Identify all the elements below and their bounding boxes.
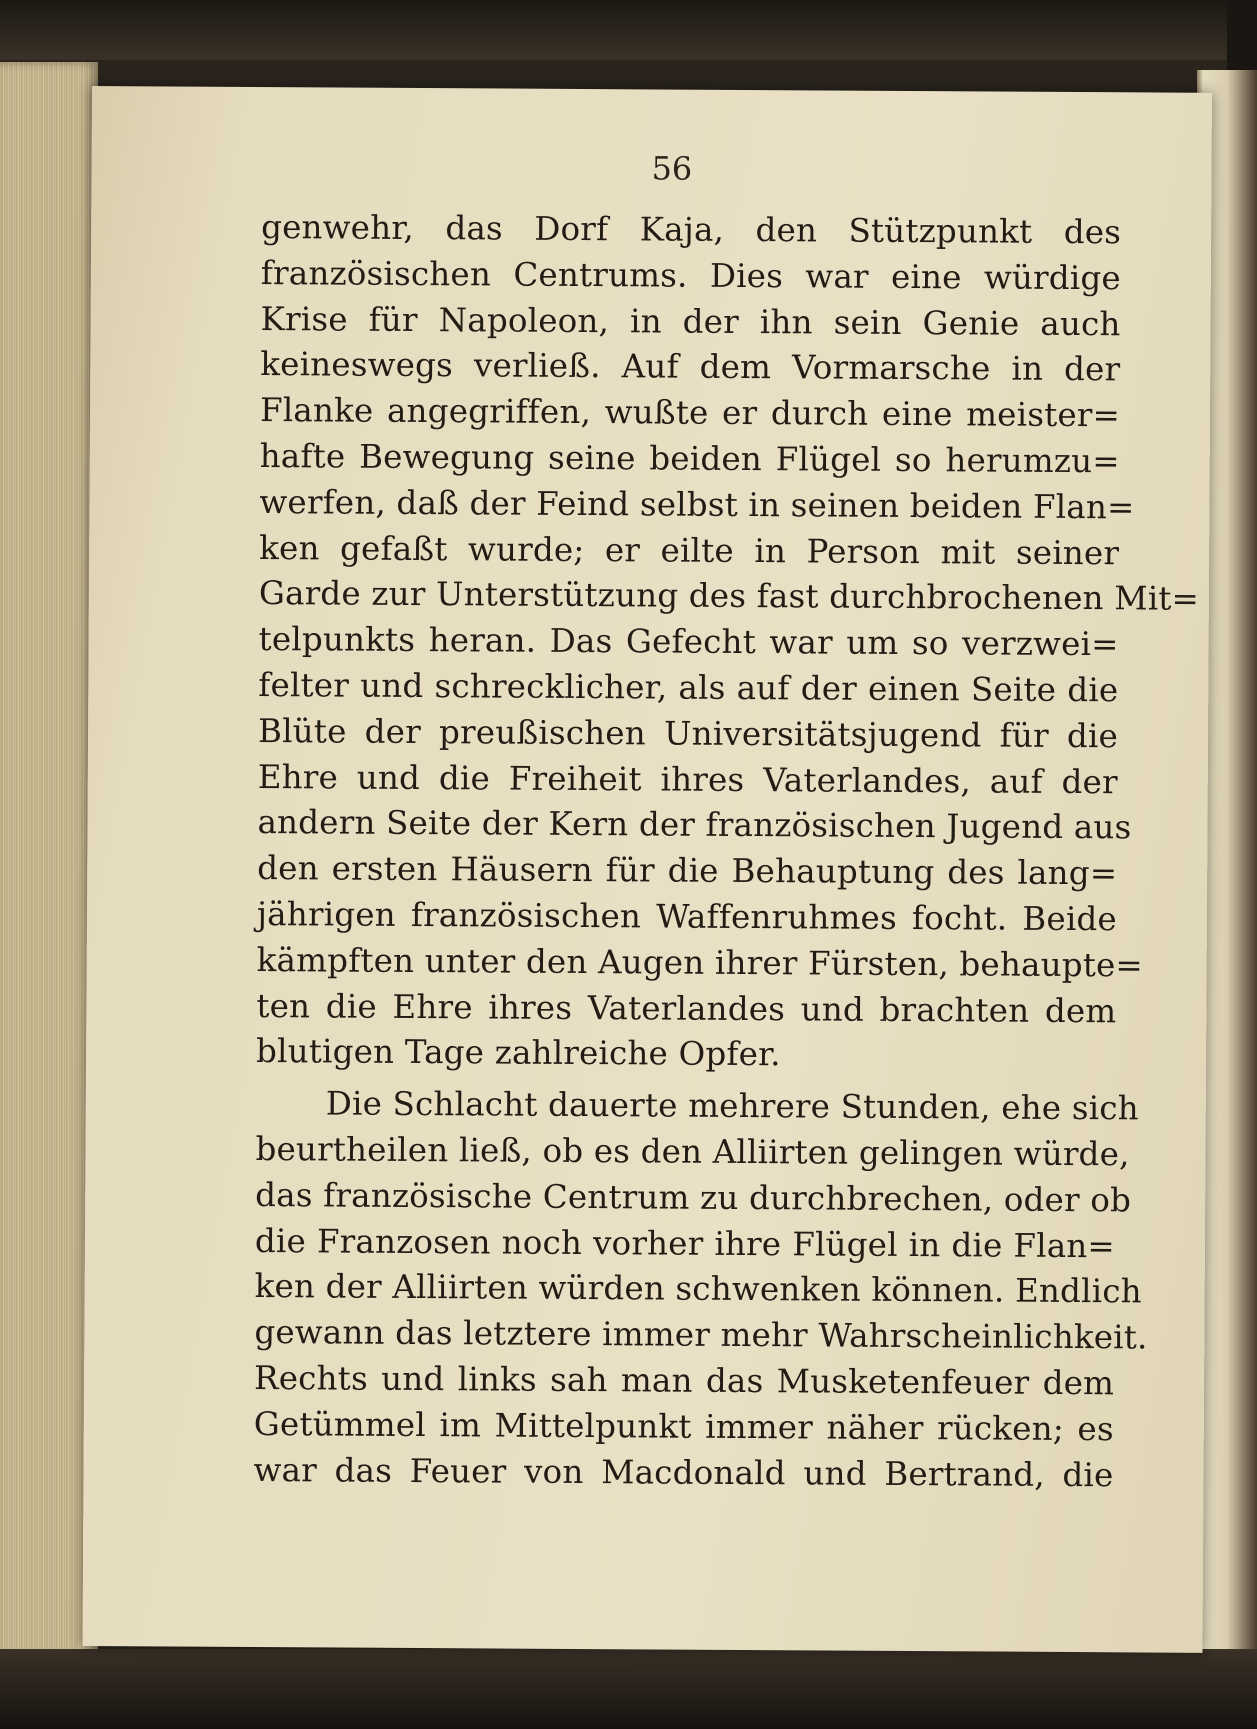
text-line: hafte Bewegung seine beiden Flügel so herumzu= xyxy=(259,437,1120,481)
text-line: Getümmel im Mittelpunkt immer näher rücken; es xyxy=(253,1404,1114,1448)
text-line: Rechts und links sah man das Musketenfeuer dem xyxy=(253,1358,1115,1403)
text-line: telpunkts heran. Das Gefecht war um so verzwei= xyxy=(258,620,1119,664)
text-line: ken der Alliirten würden schwenken können. Endlich xyxy=(254,1267,1142,1311)
text-line: Krise für Napoleon, in der ihn sein Genie auch xyxy=(260,299,1121,343)
text-line: war das Feuer von Macdonald und Bertrand, die xyxy=(253,1450,1114,1494)
text-line: gewann das letztere immer mehr Wahrscheinlichkeit. xyxy=(254,1313,1148,1357)
text-line: felter und schrecklicher, als auf der einen Seite die xyxy=(258,665,1119,710)
text-line: den ersten Häusern für die Behauptung des lang= xyxy=(257,849,1118,893)
text-line: werfen, daß der Feind selbst in seinen beiden Flan= xyxy=(259,482,1135,527)
text-line: Flanke angegriffen, wußte er durch eine meister= xyxy=(259,391,1121,435)
page-number: 56 xyxy=(651,149,693,188)
text-line: Blüte der preußischen Universitätsjugend für die xyxy=(257,711,1119,756)
text-line: ken gefaßt wurde; er eilte in Person mit seiner xyxy=(259,528,1120,572)
text-line: jährigen französischen Waffenruhmes focht. Beide xyxy=(256,894,1118,939)
text-line: französischen Centrums. Dies war eine würdige xyxy=(260,253,1121,298)
text-line: Die Schlacht dauerte mehrere Stunden, ehe sich xyxy=(325,1084,1139,1128)
text-line: Ehre und die Freiheit ihres Vaterlandes, auf der xyxy=(257,757,1118,801)
bottom-shadow xyxy=(0,1649,1257,1729)
top-shadow xyxy=(0,0,1257,60)
text-line: die Franzosen noch vorher ihre Flügel in die Flan= xyxy=(254,1221,1116,1265)
text-line: kämpften unter den Augen ihrer Fürsten, behaupte= xyxy=(256,940,1144,985)
text-line: andern Seite der Kern der französischen Jugend aus xyxy=(257,803,1132,847)
book-page xyxy=(82,86,1212,1653)
text-line: Garde zur Unterstützung des fast durchbrochenen Mit= xyxy=(258,574,1200,619)
body-text xyxy=(253,205,1200,1499)
text-line: das französische Centrum zu durchbrechen, oder ob xyxy=(255,1175,1132,1220)
text-line: keineswegs verließ. Auf dem Vormarsche in der xyxy=(260,345,1121,389)
text-line: beurtheilen ließ, ob es den Alliirten gelingen würde, xyxy=(255,1129,1130,1174)
text-line: genwehr, das Dorf Kaja, den Stützpunkt des xyxy=(261,208,1122,252)
text-line: ten die Ehre ihres Vaterlandes und brachten dem xyxy=(256,986,1117,1030)
text-line: blutigen Tage zahlreiche Opfer. xyxy=(255,1032,781,1074)
